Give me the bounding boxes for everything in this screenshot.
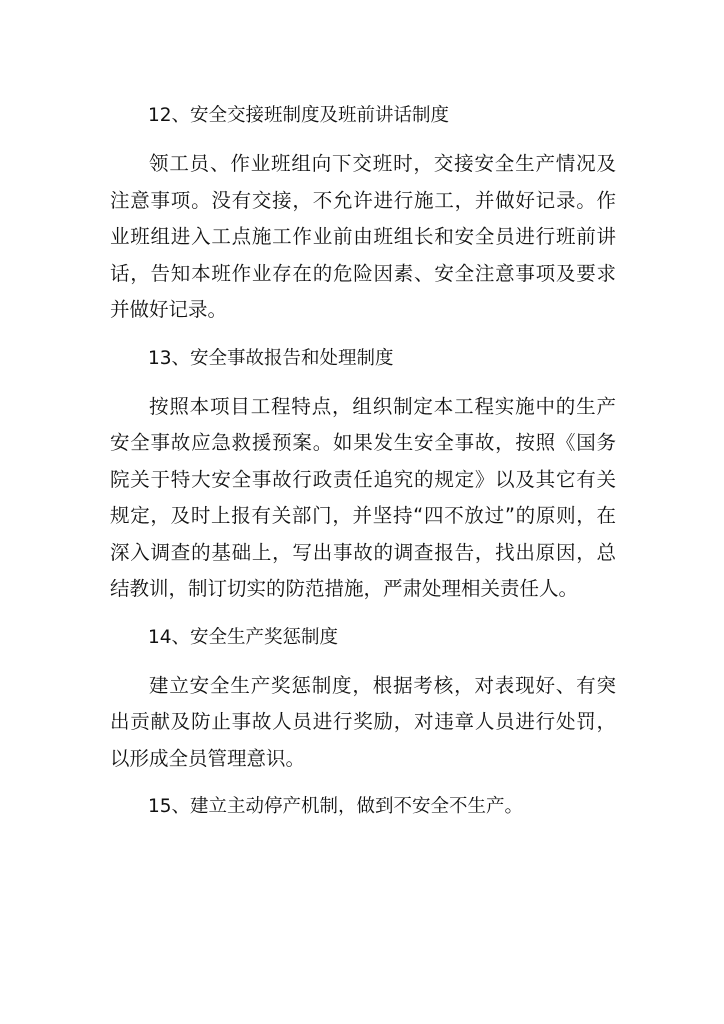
spacer [110,777,616,787]
section-heading-14: 14、安全生产奖惩制度 [148,626,339,648]
section-heading-12: 12、安全交接班制度及班前讲话制度 [148,105,450,126]
section-body-12: 领工员、作业班组向下交班时，交接安全生产情况及注意事项。没有交接，不允许进行施工，并做好记录。作业班组进入工点施工作业前由班组长和安全员进行班前讲话，告知本班作业存在的危险因素、安全注意事项及要求并做好记录。 [110,152,616,321]
section-body-14: 建立安全生产奖惩制度，根据考核，对表现好、有突出贡献及防止事故人员进行奖励，对违章人员进行处罚，以形成全员管理意识。 [110,673,616,770]
spacer [110,136,616,146]
spacer [110,379,616,389]
document-page [110,96,616,827]
spacer [110,608,616,618]
section-heading-15: 15、建立主动停产机制，做到不安全不生产。 [148,796,524,817]
section-body-13: 按照本项目工程特点，组织制定本工程实施中的生产安全事故应急救援预案。如果发生安全事故，按照《国务院关于特大安全事故行政责任追究的规定》以及其它有关规定，及时上报有关部门，并坚持“四不放过”的原则，在深入调查的基础上，写出事故的调查报告，找出原因，总结教训，制订切实的防范措施，严肃处理相关责任人。 [110,394,616,600]
spacer [110,658,616,668]
section-heading-13: 13、安全事故报告和处理制度 [148,347,394,369]
spacer [110,329,616,339]
